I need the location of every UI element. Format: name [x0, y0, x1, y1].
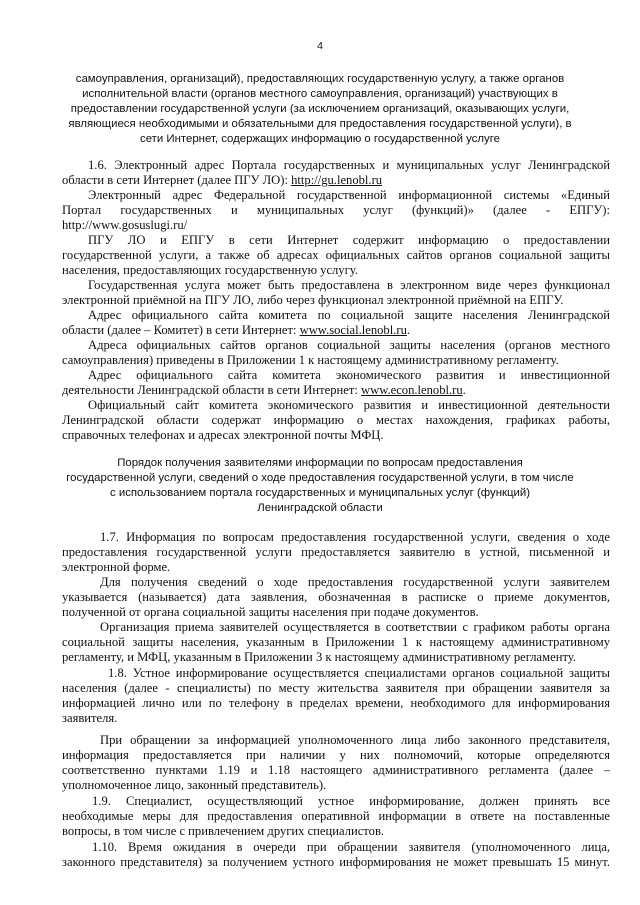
section-1-9-line: вопросы, в том числе с привлечением других специалистов.: [62, 824, 385, 838]
top-block-line: самоуправления, организаций), предоставляющих государственную услугу, а также органов: [75, 73, 565, 85]
econ-site-link[interactable]: www.econ.lenobl.ru: [361, 383, 463, 397]
section-1-8-line: При обращении за информацией уполномоченного лица либо законного представителя,: [100, 733, 610, 747]
section-1-6-line: населения, предоставляющих государственную услугу.: [62, 263, 358, 277]
section-1-7-line: предоставления государственной услуги предоставляется заявителю в устной, письменной и: [62, 545, 610, 559]
section-1-10-line: 1.10. Время ожидания в очереди при обращении заявителя (уполномоченного лица,: [92, 840, 610, 854]
section-1-7-line: Для получения сведений о ходе предоставления государственной услуги заявителем: [100, 575, 610, 589]
section-1-6-line: Портал государственных и муниципальных услуг (функций)» (далее - ЕПГУ):: [62, 203, 610, 217]
section-heading-line: с использованием портала государственных и муниципальных услуг (функций): [109, 487, 531, 499]
section-1-9-line: 1.9. Специалист, осуществляющий устное информирование, должен принять все: [92, 794, 610, 808]
section-1-8-line: уполномоченное лицо, законный представитель).: [62, 778, 327, 792]
section-1-6-line: области в сети Интернет (далее ПГУ ЛО): http://gu.lenobl.ru: [62, 173, 383, 187]
pgu-lo-link[interactable]: http://gu.lenobl.ru: [291, 173, 383, 187]
section-heading-line: государственной услуги, сведений о ходе предоставления государственной услуги, в том числе: [66, 472, 574, 484]
section-1-6-line: области (далее – Комитет) в сети Интернет: www.social.lenobl.ru.: [62, 323, 411, 337]
section-1-9-line: необходимые меры для предоставления оперативной информации в ответе на поставленные: [62, 809, 610, 823]
section-1-6-line: Адрес официального сайта комитета по социальной защите населения Ленинградской: [88, 308, 610, 322]
section-1-6-line: Официальный сайт комитета экономического развития и инвестиционной деятельности: [88, 398, 610, 412]
section-1-8-line: населения (далее - специалисты) по месту жительства заявителя при обращении заявителя за: [62, 681, 610, 695]
section-1-6-line: самоуправления) приведены в Приложении 1 к настоящему административному регламенту.: [62, 353, 559, 367]
section-1-8-line: информацией лично или по телефону в пределах времени, необходимого для информирования: [62, 696, 610, 710]
top-block-line: исполнительной власти (органов местного самоуправления, организаций) участвующих в: [82, 88, 558, 100]
section-1-6-line: государственной услуги, а также об адресах официальных сайтов органов социальной защиты: [62, 248, 610, 262]
section-1-6-line: Адрес официального сайта комитета экономического развития и инвестиционной: [88, 368, 610, 382]
section-heading-line: Ленинградской области: [257, 502, 383, 514]
section-1-7-line: Организация приема заявителей осуществляется в соответствии с графиком работы органа: [100, 620, 610, 634]
section-1-8-line: заявителя.: [62, 711, 118, 725]
section-1-6-line: Государственная услуга может быть предоставлена в электронном виде через функционал: [88, 278, 610, 292]
social-site-link[interactable]: www.social.lenobl.ru: [299, 323, 407, 337]
section-heading-line: Порядок получения заявителями информации по вопросам предоставления: [117, 457, 523, 469]
section-1-7-line: 1.7. Информация по вопросам предоставления государственной услуги, сведения о ходе: [100, 530, 610, 544]
section-1-7-line: полученной от органа социальной защиты населения при подаче документов.: [62, 605, 479, 619]
section-1-8-line: соответственно пунктами 1.19 и 1.18 настоящего административного регламента (далее –: [62, 763, 610, 777]
section-1-6-line: 1.6. Электронный адрес Портала государственных и муниципальных услуг Ленинградской: [88, 158, 610, 172]
section-1-7-line: социальной защиты населения, указанным в Приложении 1 к настоящему административному: [62, 635, 610, 649]
page-number: 4: [317, 40, 323, 52]
top-block-line: предоставлении государственной услуги (за исключением организаций, оказывающих услуги,: [70, 103, 570, 115]
section-1-7-line: указывается (называется) дата заявления, обозначенная в расписке о приеме документов,: [62, 590, 610, 604]
top-block-line: являющиеся необходимыми и обязательными для предоставления государственной услуги), в: [68, 118, 572, 130]
section-1-8-line: 1.8. Устное информирование осуществляется специалистами органов социальной защиты: [108, 666, 610, 680]
section-1-7-line: электронной форме.: [62, 560, 171, 574]
section-1-6-line: справочных телефонах и адресах электронной почты МФЦ.: [62, 428, 384, 442]
section-1-6-line: Электронный адрес Федеральной государственной информационной системы «Единый: [88, 188, 610, 202]
section-1-6-line: ПГУ ЛО и ЕПГУ в сети Интернет содержит информацию о предоставлении: [88, 233, 610, 247]
top-block-line: сети Интернет, содержащих информацию о государственной услуге: [140, 133, 500, 145]
epgu-url: http://www.gosuslugi.ru/: [62, 218, 188, 232]
section-1-6-line: Ленинградской области содержат информацию о местах нахождения, графиках работы,: [62, 413, 610, 427]
section-1-6-line: деятельности Ленинградской области в сети Интернет: www.econ.lenobl.ru.: [62, 383, 466, 397]
section-1-8-line: информация предоставляется при наличии у них полномочий, которые определяются: [62, 748, 610, 762]
section-1-10-line: законного представителя) за получением устного информирования не может превышать 15 минут.: [62, 855, 610, 869]
section-1-7-line: регламенту, и МФЦ, указанным в Приложении 3 к настоящему административному регламенту.: [62, 650, 576, 664]
section-1-6-line: электронной приёмной на ПГУ ЛО, либо через функционал электронной приёмной на ЕПГУ.: [62, 293, 564, 307]
section-1-6-line: Адреса официальных сайтов органов социальной защиты населения (органов местного: [88, 338, 610, 352]
